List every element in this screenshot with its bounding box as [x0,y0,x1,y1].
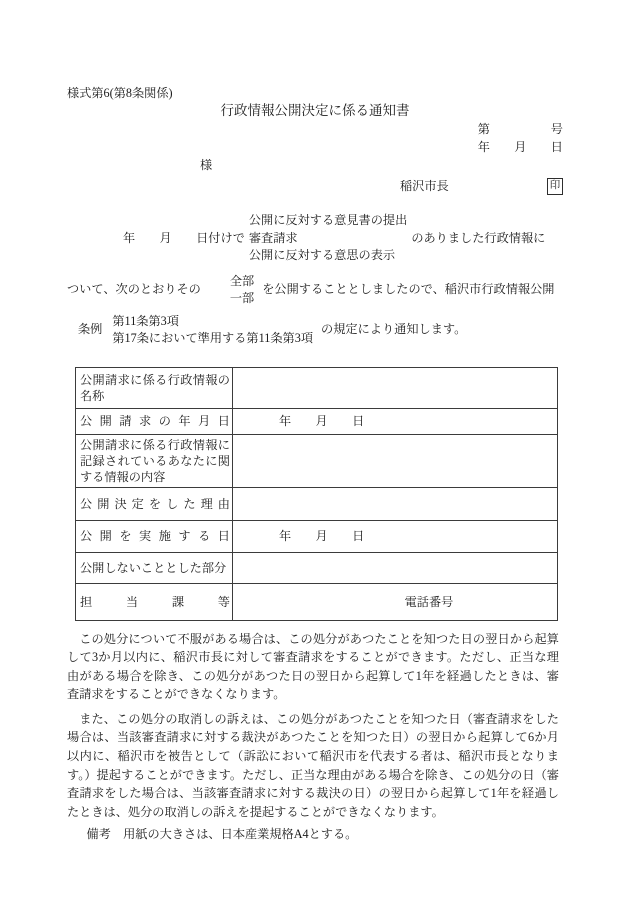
table-row-nondisclosed-part [76,552,558,583]
option-item: 公開に反対する意見書の提出 [248,213,408,227]
row-label: 公開請求に係る行政情報の名称 [76,367,233,408]
table-row-disclosure-date [76,520,558,552]
statement-line-1 [67,212,563,265]
statement-1-right: のありました行政情報に [411,230,546,245]
option-item: 第11条第3項 [112,313,179,328]
row-value [233,487,558,520]
row-label: 公開しないこととした部分 [76,552,233,583]
addressee-suffix: 様 [200,158,213,172]
seal-stamp-box [547,178,563,195]
option-item: 一部 [229,291,255,305]
notice-details-table [75,367,558,621]
statement-2-option-stack [230,273,254,308]
table-row-request-date [76,408,558,434]
statement-3-right: の規定により通知します。 [321,322,467,337]
statement-1-left: 年 月 日付けで [123,230,245,245]
seal-character: 印 [549,179,561,191]
row-label: 公開を実施する日 [76,520,233,552]
statement-1-option-stack [249,212,407,265]
row-value: 電話番号 [233,583,558,620]
row-label: 公開決定をした理由 [76,487,233,520]
row-value: 年 月 日 [233,520,558,552]
form-number-label: 様式第6(第8条関係) [67,86,173,100]
row-value [233,434,558,487]
statement-3-left: 条例 [78,322,103,337]
row-value [233,367,558,408]
table-row-information-name [76,367,558,408]
page-title: 行政情報公開決定に係る通知書 [220,103,410,118]
statement-2-right: を公開することとしましたので、稲沢市行政情報公開 [262,282,555,297]
lawsuit-instructions-paragraph: また、この処分の取消しの訴えは、この処分があつたことを知つた日（審査請求をした場合は、当該審査請求に対する裁決があつたことを知つた日）の翌日から起算して6か月以内に、稲沢市を被告として（訴訟において稲沢市を代表する者は、稲沢市長となります。）提起することができます。ただし、正当な理由がある場合を除き、この処分の日（審査請求をした場合は、当該審査請求に対する裁決の日）の翌日から起算して1年を経過したときは、処分の取消しの訴えを提起することができなくなります。 [67,711,559,819]
paper-size-remark: 備考 用紙の大きさは、日本産業規格A4とする。 [86,827,358,842]
row-label: 公開請求の年月日 [76,408,233,434]
document-date-line: 年 月 日 [477,140,563,154]
row-label: 担当課等 [76,583,233,620]
option-item: 審査請求 [248,230,298,245]
row-value [233,552,558,583]
statement-2-left: ついて、次のとおりその [67,282,201,297]
statement-line-2 [67,273,563,308]
table-row-decision-reason [76,487,558,520]
row-label: 公開請求に係る行政情報に記録されているあなたに関する情報の内容 [76,434,233,487]
option-item: 第17条において準用する第11条第3項 [112,331,314,345]
sender-name: 稲沢市長 [400,179,449,193]
appeal-instructions-paragraph: この処分について不服がある場合は、この処分があつたことを知つた日の翌日から起算して3か月以内に、稲沢市長に対して審査請求をすることができます。ただし、正当な理由がある場合を除き、この処分があつた日の翌日から起算して1年を経過したときは、審査請求をすることができなくなります。 [67,631,559,702]
table-row-department [76,583,558,620]
statement-line-3 [67,313,563,348]
option-item: 公開に反対する意思の表示 [248,248,396,262]
row-value: 年 月 日 [233,408,558,434]
option-item: 全部 [229,273,255,288]
statement-3-option-stack [112,313,313,348]
table-row-personal-info-content [76,434,558,487]
document-number-line: 第 号 [477,122,563,136]
sender-row [67,177,563,195]
